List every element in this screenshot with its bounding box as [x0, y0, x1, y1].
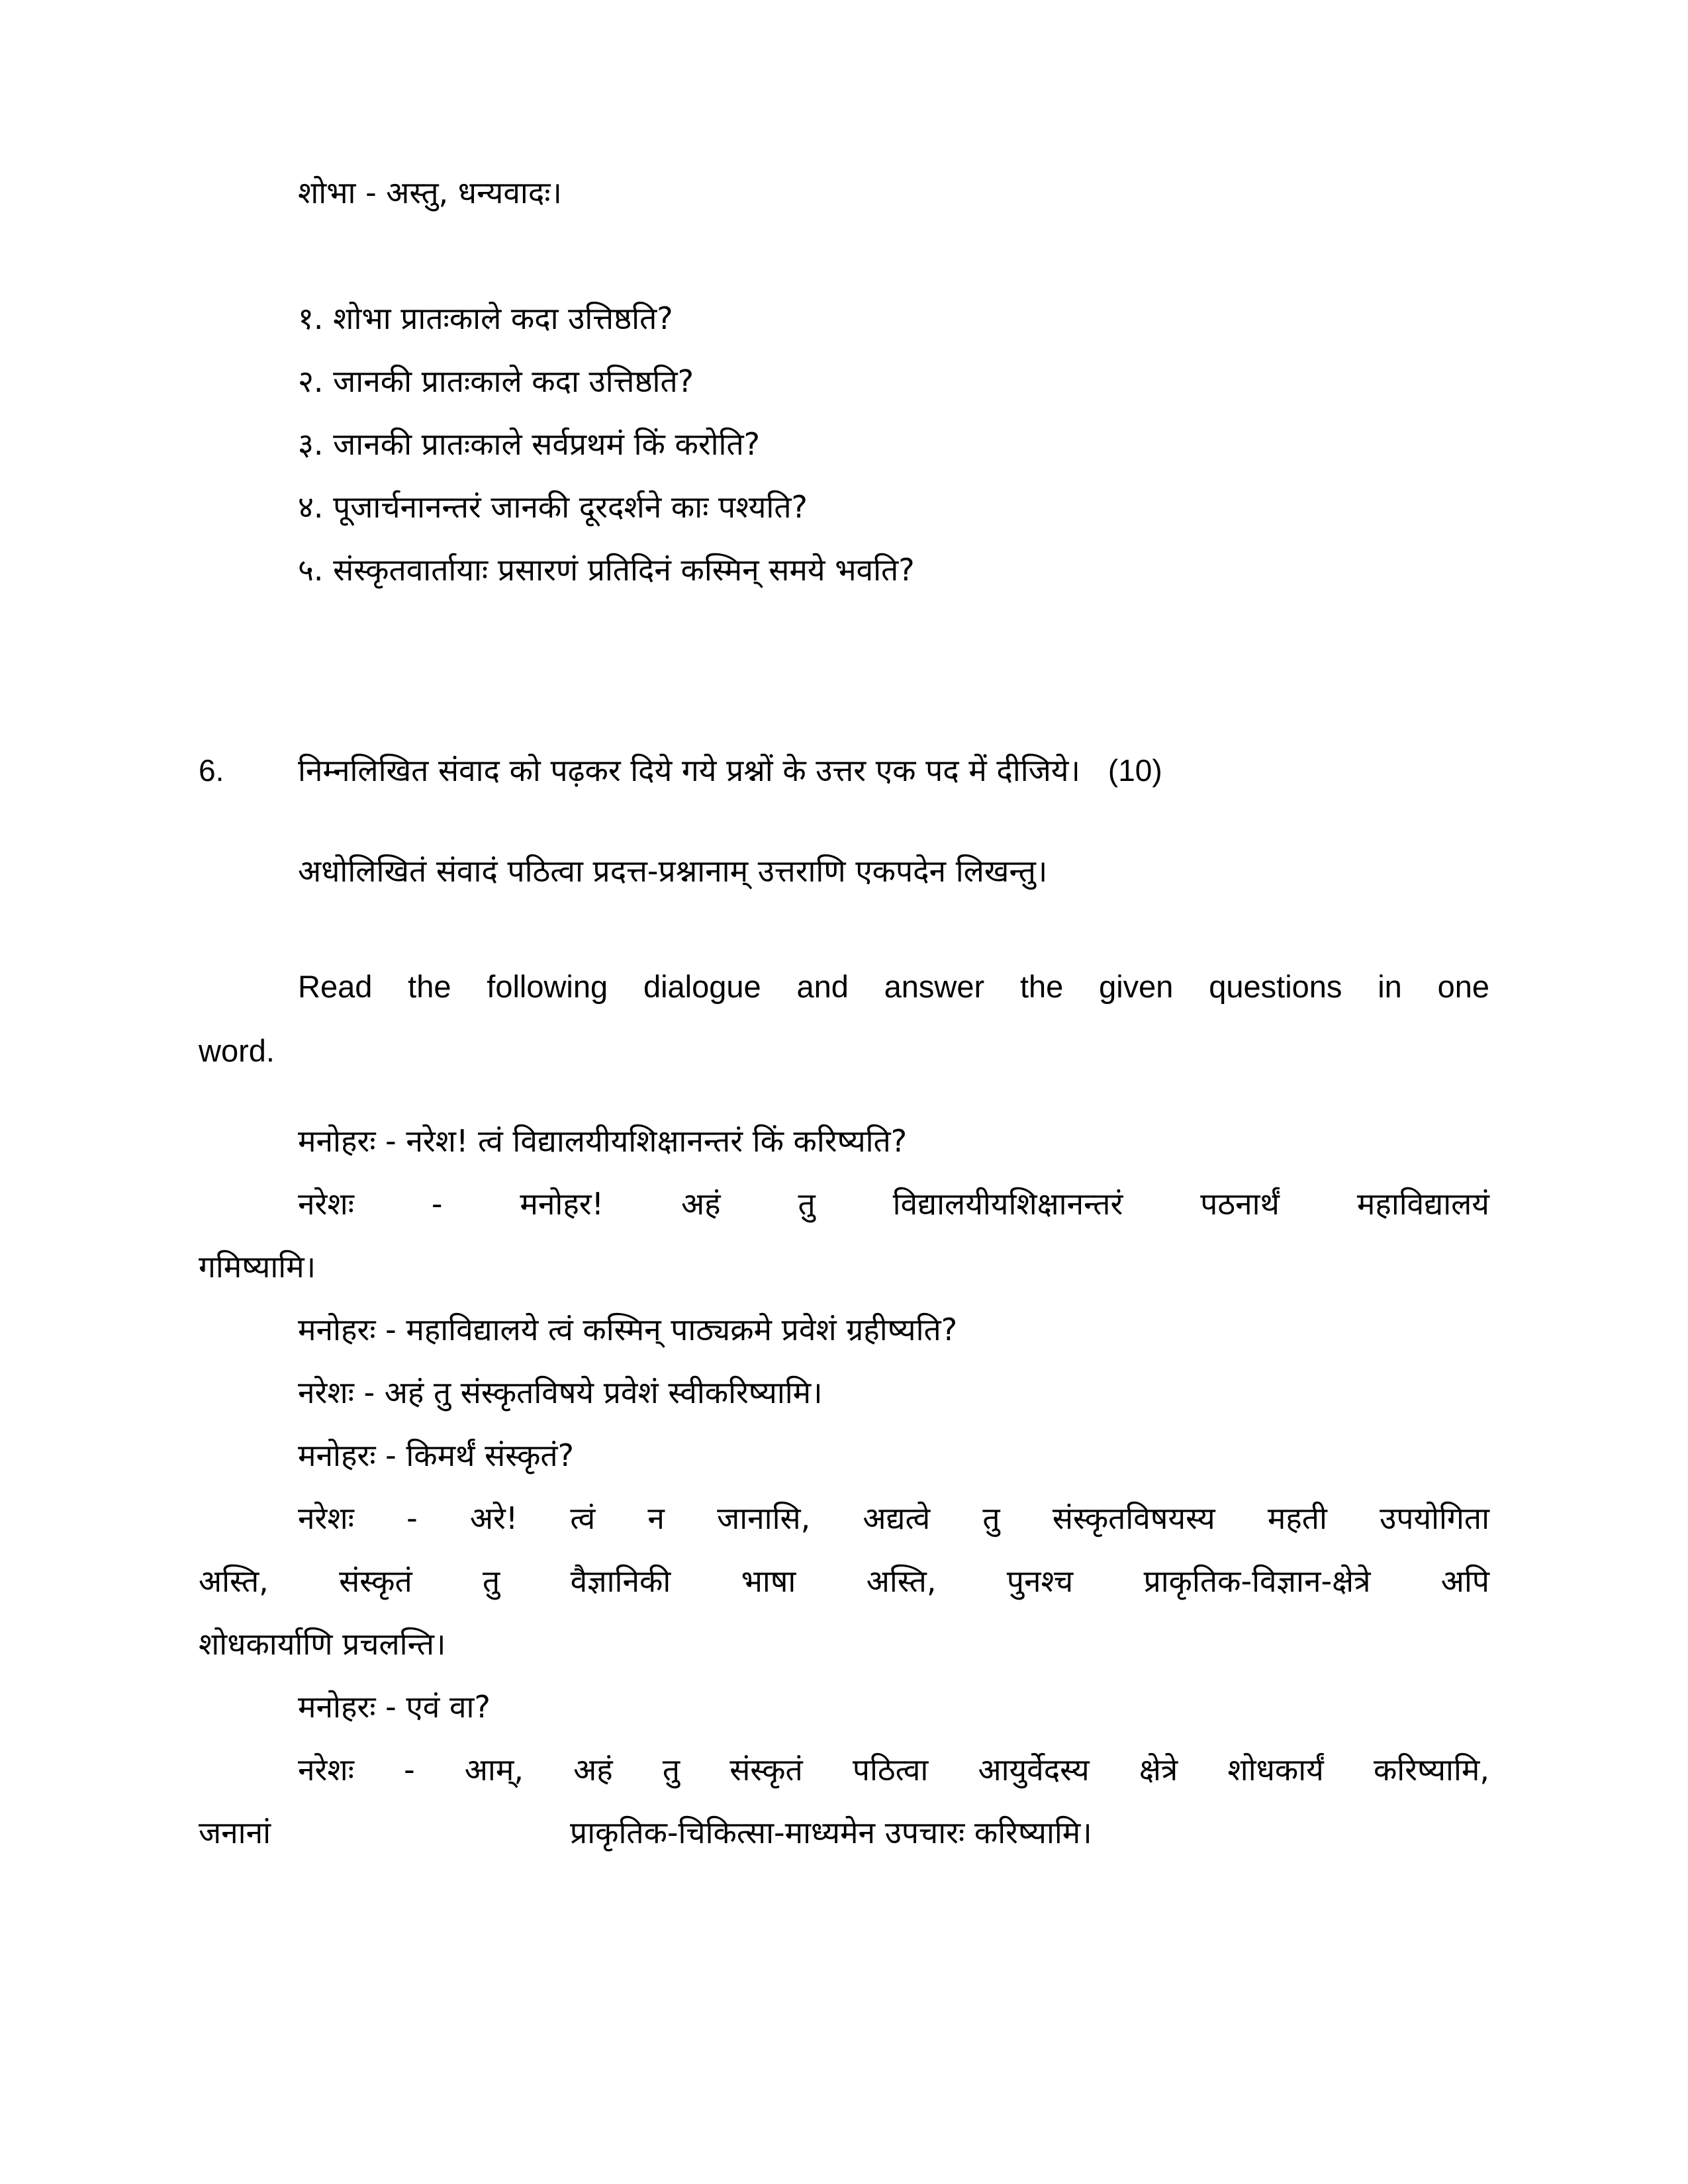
dialogue-last-line-word1: जनानां	[199, 1815, 271, 1850]
dialogue-last-line-rest: प्राकृतिक-चिकित्सा-माध्यमेन उपचारः करिष्यामि।	[570, 1815, 1092, 1850]
dialogue-line-naresh-3: नरेशः - अरे! त्वं न जानासि, अद्यत्वे तु संस्कृतविषयस्य महती उपयोगिता	[298, 1500, 1489, 1536]
dialogue-line-naresh-2: नरेशः - अहं तु संस्कृतविषये प्रवेशं स्वीकरिष्यामि।	[298, 1375, 823, 1410]
dialogue-line-manohar-2: मनोहरः - महाविद्यालये त्वं कस्मिन् पाठ्यक्रमे प्रवेशं ग्रहीष्यति?	[298, 1312, 958, 1347]
dialogue-line-naresh-1: नरेशः - मनोहर! अहं तु विद्यालयीयशिक्षानन्तरं पठनार्थं महाविद्यालयं	[298, 1186, 1489, 1222]
question6-instruction-english-line1: Read the following dialogue and answer the given questions in one	[298, 969, 1489, 1004]
question6-instruction-hindi: निम्नलिखित संवाद को पढ़कर दिये गये प्रश्नों के उत्तर एक पद में दीजिये।	[298, 752, 1080, 788]
question6-instruction-sanskrit: अधोलिखितं संवादं पठित्वा प्रदत्त-प्रश्नानाम् उत्तराणि एकपदेन लिखन्तु।	[298, 853, 1048, 889]
question6-marks: (10)	[1107, 753, 1162, 788]
question-item-2: २. जानकी प्रातःकाले कदा उत्तिष्ठति?	[298, 363, 694, 399]
dialogue-line-manohar-3: मनोहरः - किमर्थं संस्कृतं?	[298, 1437, 575, 1473]
dialogue-line-naresh-1-continued: गमिष्यामि।	[199, 1249, 316, 1285]
dialogue-line-naresh-3-continued: अस्ति, संस्कृतं तु वैज्ञानिकी भाषा अस्ति, पुनश्च प्राकृतिक-विज्ञान-क्षेत्रे अपि	[199, 1563, 1489, 1599]
dialogue-line-naresh-3-end: शोधकार्याणि प्रचलन्ति।	[199, 1626, 446, 1662]
dialogue-line-naresh-4-end	[199, 1809, 1092, 1856]
question-item-4: ४. पूजार्चनानन्तरं जानकी दूरदर्शने काः पश्यति?	[298, 489, 808, 525]
question-item-1: १. शोभा प्रातःकाले कदा उत्तिष्ठति?	[298, 300, 673, 336]
dialogue-line-manohar-4: मनोहरः - एवं वा?	[298, 1689, 491, 1725]
question6-header	[199, 747, 1162, 794]
question6-number: 6.	[199, 753, 224, 788]
question6-instruction-english-line2: word.	[199, 1033, 275, 1068]
question-item-3: ३. जानकी प्रातःकाले सर्वप्रथमं किं करोति?	[298, 426, 761, 462]
dialogue-line-naresh-4: नरेशः - आम्, अहं तु संस्कृतं पठित्वा आयुर्वेदस्य क्षेत्रे शोधकार्यं करिष्यामि,	[298, 1752, 1489, 1788]
dialogue-closing-line: शोभा - अस्तु, धन्यवादः।	[298, 175, 562, 210]
question-item-5: ५. संस्कृतवार्तायाः प्रसारणं प्रतिदिनं कस्मिन् समये भवति?	[298, 552, 915, 588]
dialogue-line-manohar-1: मनोहरः - नरेश! त्वं विद्यालयीयशिक्षानन्तरं किं करिष्यति?	[298, 1123, 908, 1159]
